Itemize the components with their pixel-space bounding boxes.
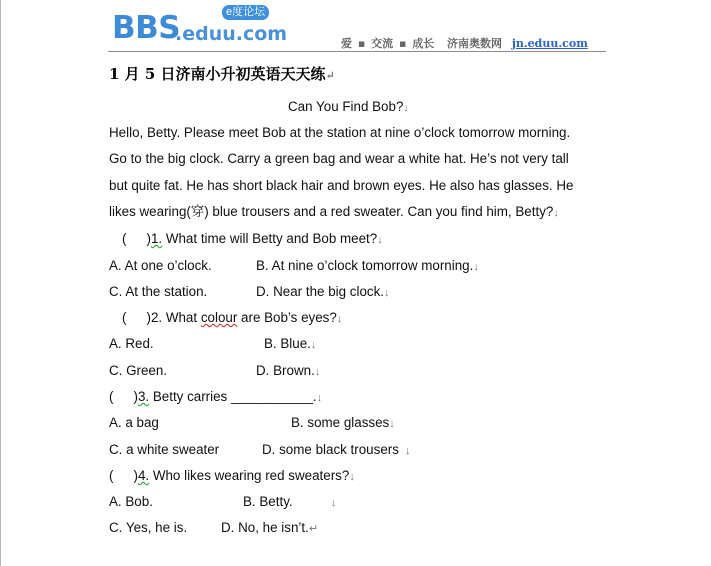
option-a: A. Bob. bbox=[109, 494, 153, 509]
passage-title-text: Can You Find Bob? bbox=[288, 99, 404, 114]
option-d bbox=[221, 520, 318, 537]
question-number: 3. bbox=[137, 389, 150, 404]
question-number: 4. bbox=[137, 468, 150, 483]
slogan-word: 爱 bbox=[341, 37, 352, 50]
document-title-text: 1 月 5 日济南小升初英语天天练 bbox=[109, 65, 326, 83]
answer-paren-close: ) bbox=[146, 310, 151, 325]
passage-line bbox=[109, 204, 559, 221]
option-text: B. Blue. bbox=[264, 336, 311, 351]
paragraph-mark: ↓ bbox=[349, 471, 355, 483]
answer-paren-close: ) bbox=[133, 389, 138, 404]
paragraph-mark: ↵ bbox=[325, 69, 335, 82]
site-link[interactable]: jn.eduu.com bbox=[511, 37, 588, 50]
paragraph-mark: ↓ bbox=[336, 313, 343, 325]
option-text: D. Near the big clock. bbox=[256, 284, 385, 299]
answer-paren-close: ) bbox=[133, 468, 138, 483]
passage-line: but quite fat. He has short black hair and brown eyes. He also has glasses. He bbox=[109, 178, 574, 193]
site-name: 济南奥数网 bbox=[447, 37, 502, 50]
option-d bbox=[262, 442, 410, 459]
passage-line-text: likes wearing(穿) blue trousers and a red sweater. Can you find him, Betty? bbox=[109, 204, 554, 219]
option-d bbox=[256, 363, 320, 380]
option-d bbox=[256, 284, 390, 301]
slogan-separator: ▪ bbox=[357, 37, 366, 50]
paragraph-mark: ↓ bbox=[377, 234, 383, 246]
option-text: D. No, he isn’t. bbox=[221, 520, 309, 535]
header-site bbox=[447, 35, 588, 51]
paragraph-mark: ↓ bbox=[330, 497, 337, 509]
question-number: 1. bbox=[150, 231, 163, 246]
question-number: 2. bbox=[150, 310, 163, 325]
question-1 bbox=[122, 231, 383, 248]
answer-paren-open: ( bbox=[122, 231, 127, 246]
slogan-separator: ▪ bbox=[399, 37, 407, 50]
bbs-eduu-logo bbox=[112, 4, 292, 48]
option-a: A. Red. bbox=[109, 336, 154, 351]
option-text: B. At nine o’clock tomorrow morning. bbox=[256, 258, 474, 273]
option-text: D. Brown. bbox=[256, 363, 315, 378]
option-a: A. a bag bbox=[109, 415, 159, 430]
question-text: What time will Betty and Bob meet? bbox=[165, 231, 378, 246]
question-4 bbox=[109, 468, 355, 485]
question-3 bbox=[109, 389, 322, 406]
option-b bbox=[256, 258, 479, 275]
logo-domain-text: .eduu.com bbox=[175, 23, 288, 45]
logo-badge: e度论坛 bbox=[222, 5, 269, 20]
question-text: are Bob’s eyes? bbox=[237, 310, 337, 325]
spelling-flagged-word: colour bbox=[200, 310, 238, 325]
option-c: C. Green. bbox=[109, 363, 168, 378]
paragraph-mark: ↓ bbox=[316, 392, 323, 404]
paragraph-mark: ↓ bbox=[473, 261, 479, 273]
option-text: B. Betty. bbox=[243, 494, 293, 509]
header-slogan bbox=[341, 35, 434, 51]
question-text: Who likes wearing red sweaters? bbox=[152, 468, 350, 483]
option-c: C. Yes, he is. bbox=[109, 520, 188, 535]
answer-paren-open: ( bbox=[122, 310, 127, 325]
option-text: B. some glasses bbox=[291, 415, 390, 430]
option-c: C. a white sweater bbox=[109, 442, 220, 457]
option-b bbox=[291, 415, 395, 432]
paragraph-mark: ↓ bbox=[384, 287, 390, 299]
question-text: Betty carries ___________. bbox=[152, 389, 317, 404]
paragraph-mark: ↓ bbox=[314, 366, 321, 378]
paragraph-mark: ↵ bbox=[308, 523, 319, 535]
slogan-word: 成长 bbox=[412, 37, 435, 50]
paragraph-mark: ↓ bbox=[404, 445, 411, 457]
page-left-border bbox=[0, 0, 1, 566]
paragraph-mark: ↓ bbox=[553, 207, 559, 219]
answer-paren-open: ( bbox=[109, 468, 114, 483]
answer-paren-close: ) bbox=[146, 231, 151, 246]
answer-paren-open: ( bbox=[109, 389, 114, 404]
option-c: C. At the station. bbox=[109, 284, 208, 299]
passage-line: Hello, Betty. Please meet Bob at the station at nine o’clock tomorrow morning. bbox=[109, 125, 571, 140]
question-text: What bbox=[165, 310, 201, 325]
header-rule bbox=[108, 51, 606, 52]
option-a: A. At one o’clock. bbox=[109, 258, 212, 273]
option-b bbox=[243, 494, 336, 511]
paragraph-mark: ↓ bbox=[389, 418, 395, 430]
document-title bbox=[109, 65, 335, 85]
slogan-word: 交流 bbox=[371, 37, 394, 50]
question-2 bbox=[122, 310, 342, 327]
option-b bbox=[264, 336, 316, 353]
paragraph-mark: ↓ bbox=[403, 102, 409, 114]
option-text: D. some black trousers bbox=[262, 442, 399, 457]
paragraph-mark: ↓ bbox=[310, 339, 317, 351]
logo-main-text: BBS bbox=[112, 10, 181, 46]
passage-title bbox=[288, 99, 409, 116]
passage-line: Go to the big clock. Carry a green bag and wear a white hat. He’s not very tall bbox=[109, 151, 569, 166]
